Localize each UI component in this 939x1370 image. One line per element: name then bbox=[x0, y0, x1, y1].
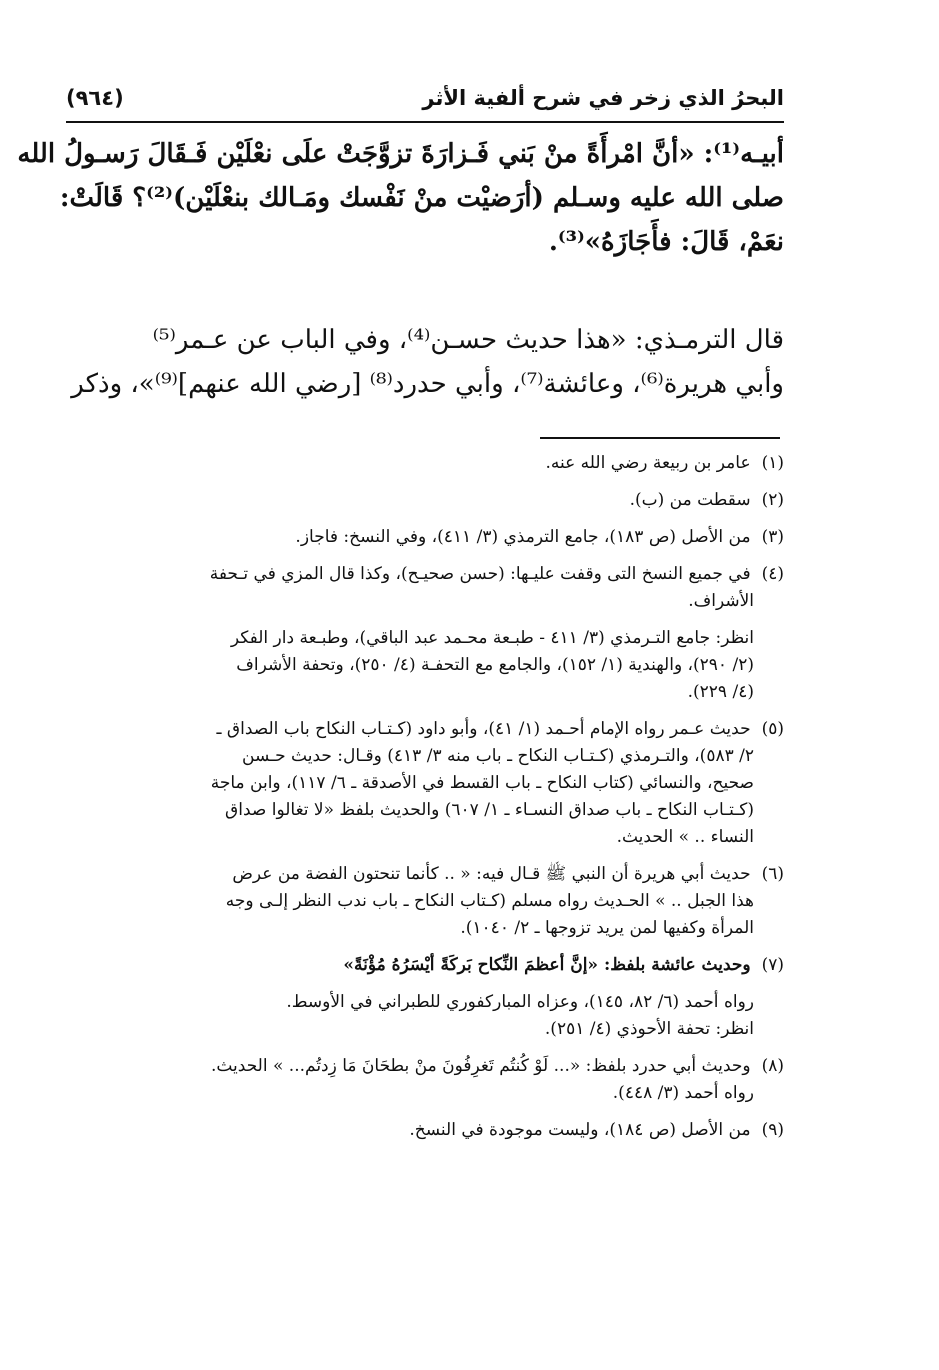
footnote-text: سقطت من (ب). bbox=[629, 490, 751, 510]
footnote-text: رواه أحمد (٦/ ٨٢، ١٤٥)، وعزاه المباركفوري للطبراني في الأوسط. bbox=[286, 992, 754, 1012]
footnote-rule bbox=[540, 437, 780, 439]
footnote-text: (كـتـاب النكاح ـ باب صداق النسـاء ـ ١/ ٦٠٧) والحديث بلفظ «لا تغالوا صداق bbox=[225, 800, 754, 820]
footnote-text: رواه أحمد (٣/ ٤٤٨). bbox=[612, 1083, 754, 1103]
footnote-number: (٧) bbox=[761, 955, 784, 975]
footnote-2 bbox=[66, 487, 784, 514]
text-line: وأبي هريرة⁽⁶⁾، وعائشة⁽⁷⁾، وأبي حدرد⁽⁸⁾ [رضي الله عنهم]⁽⁹⁾»، وذكر bbox=[71, 369, 784, 399]
footnote-text: المرأة وكفيها لمن يريد تزوجها ـ ٢/ ١٠٤٠). bbox=[460, 918, 754, 938]
footnote-text: عامر بن ربيعة رضي الله عنه. bbox=[545, 453, 751, 473]
footnote-3 bbox=[66, 524, 784, 551]
footnote-text: هذا الجبل .. » الحـديث رواه مسلم (كـتاب النكاح ـ باب ندب النظر إلـى وجه bbox=[225, 891, 754, 911]
footnote-number: (١) bbox=[761, 453, 784, 473]
footnote-text: انظر: جامع التـرمذي (٣/ ٤١١ - طبـعة محـمد عبد الباقي)، وطبـعة دار الفكر bbox=[230, 628, 754, 648]
text-line: أبيـه⁽¹⁾: «أنَّ امْرأَةً منْ بَني فَـزارَةَ تزوَّجَتْ علَى نعْلَيْن فَـقَالَ رَسـولُ الله bbox=[17, 139, 784, 169]
footnote-number: (٦) bbox=[761, 864, 784, 884]
footnote-5 bbox=[66, 716, 784, 851]
text-line: صلى الله عليه وسـلم (أرَضيْت منْ نَفْسك ومَـالك بنعْلَيْن)⁽²⁾؟ قَالَتْ: bbox=[59, 183, 784, 213]
footnote-number: (٣) bbox=[761, 527, 784, 547]
footnote-text: في جميع النسخ التى وقفت عليـها: (حسن صحيـح)، وكذا قال المزي في تـحفة bbox=[209, 564, 751, 584]
text-line: نعَمْ، قَالَ: فأَجَازَهُ»⁽³⁾. bbox=[548, 227, 784, 257]
book-title: البحرُ الذي زخر في شرح ألفية الأثر bbox=[422, 86, 784, 110]
footnote-number: (٩) bbox=[761, 1120, 784, 1140]
footnote-text: (٢/ ٢٩٠)، والهندية (١/ ١٥٢)، والجامع مع التحفـة (٤/ ٢٥٠)، وتحفة الأشراف bbox=[236, 655, 754, 675]
header-rule bbox=[66, 121, 784, 123]
footnote-6 bbox=[66, 861, 784, 942]
footnotes bbox=[66, 450, 784, 1154]
footnote-text: وحديث أبي حدرد بلفظ: «... لَوْ كُنتُم تَغرِفُونَ منْ بطحَانَ مَا زِدتُم... » الحديث. bbox=[210, 1056, 751, 1076]
footnote-7-ref bbox=[66, 989, 784, 1043]
footnote-9 bbox=[66, 1117, 784, 1144]
page-header bbox=[66, 80, 784, 120]
footnote-text: من الأصل (ص ١٨٣)، جامع الترمذي (٣/ ٤١١)، وفي النسخ: فاجاز. bbox=[295, 527, 751, 547]
footnote-text: حديث أبي هريرة أن النبي ﷺ قـال فيه: « .. كأنما تنحتون الفضة من عرض bbox=[232, 864, 751, 884]
footnote-1 bbox=[66, 450, 784, 477]
footnote-text: وحديث عائشة بلفظ: «إنَّ أعظمَ النِّكاح بَركَةً أيْسَرُهُ مُؤْنَةً» bbox=[343, 955, 751, 975]
footnote-text: الأشراف. bbox=[688, 591, 754, 611]
footnote-text: صحيح، والنسائي (كتاب النكاح ـ باب القسط في الأصدقة ـ ٦/ ١١٧)، وابن ماجة bbox=[210, 773, 754, 793]
footnote-number: (٨) bbox=[761, 1056, 784, 1076]
page-number: (٩٦٤) bbox=[66, 86, 124, 110]
footnote-number: (٤) bbox=[761, 564, 784, 584]
footnote-number: (٥) bbox=[761, 719, 784, 739]
main-text bbox=[17, 132, 784, 264]
footnote-4 bbox=[66, 561, 784, 615]
footnote-text: (٤/ ٢٢٩). bbox=[687, 682, 754, 702]
footnote-4-ref bbox=[66, 625, 784, 706]
main-paragraph-2 bbox=[66, 318, 784, 406]
footnote-7 bbox=[66, 952, 784, 979]
footnote-text: من الأصل (ص ١٨٤)، وليست موجودة في النسخ. bbox=[409, 1120, 751, 1140]
footnote-text: النساء .. » الحديث. bbox=[616, 827, 754, 847]
text-line: قال الترمـذي: «هذا حديث حسـن⁽⁴⁾، وفي الباب عن عـمر⁽⁵⁾ bbox=[152, 325, 784, 355]
footnote-number: (٢) bbox=[761, 490, 784, 510]
footnote-text: انظر: تحفة الأحوذي (٤/ ٢٥١). bbox=[544, 1019, 754, 1039]
footnote-8 bbox=[66, 1053, 784, 1107]
footnote-text: حديث عـمر رواه الإمام أحـمد (١/ ٤١)، وأبو داود (كـتـاب النكاح باب الصداق ـ bbox=[216, 719, 751, 739]
footnote-text: ٢/ ٥٨٣)، والتـرمذي (كـتـاب النكاح ـ باب منه ٣/ ٤١٣) وقـال: حديث حـسن bbox=[242, 746, 754, 766]
